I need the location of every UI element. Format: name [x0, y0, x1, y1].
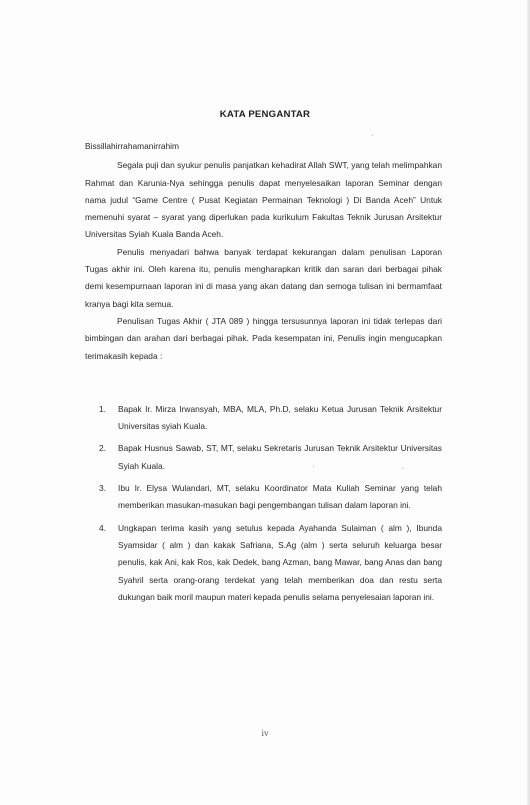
paragraph-3: Penulisan Tugas Akhir ( JTA 089 ) hingga tersusunnya laporan ini tidak terlepas dari bimbingan dan arahan dari berbagai pihak. Pada kesempatan ini, Penulis ingin mengucapkan terimakasih kepada : — [85, 315, 442, 361]
list-item — [85, 401, 442, 436]
list-item-number: 3. — [99, 483, 106, 494]
paragraph-2: Penulis menyadari bahwa banyak terdapat kekurangan dalam penulisan Laporan Tugas akhir ini. Oleh karena itu, penulis mengharapkan kritik dan saran dari berbagai pihak demi kesempurnaan laporan ini di masa yang akan datang dan semoga tulisan ini bermamfaat kranya bagi kita semua. — [85, 246, 442, 309]
scan-speck — [372, 135, 373, 136]
list-item-number: 1. — [99, 403, 106, 414]
paragraph-1: Segala puji dan syukur penulis panjatkan kehadirat Allah SWT, yang telah melimpahkan Rahmat dan Karunia-Nya sehingga penulis dapat menyelesaikan laporan Seminar dengan nama judul “Game Centre ( Pusat Kegiatan Permainan Teknologi ) Di Banda Aceh” Untuk memenuhi syarat – syarat yang diperlukan pada kurikulum Fakultas Teknik Jurusan Arsitektur Universitas Syiah Kuala Banda Aceh. — [85, 160, 442, 240]
list-item — [85, 480, 442, 515]
list-item-text: Ibu Ir. Elysa Wulandari, MT, selaku Koordinator Mata Kuliah Seminar yang telah memberikan masukan-masukan bagi pengembangan tulisan dalam laporan ini. — [118, 483, 442, 511]
document-body — [85, 138, 442, 611]
list-item-text: Bapak Ir. Mirza Irwansyah, MBA, MLA, Ph.D, selaku Ketua Jurusan Teknik Arsitektur Universitas syiah Kuala. — [118, 403, 442, 432]
list-item-text: Bapak Husnus Sawab, ST, MT, selaku Sekretaris Jurusan Teknik Arsitektur Universitas Syiah Kuala. — [118, 443, 442, 471]
page-number: iv — [261, 728, 269, 738]
opening-line: Bissillahirrahamanirrahim — [85, 141, 180, 151]
list-item-number: 4. — [99, 522, 106, 533]
list-item — [85, 440, 442, 475]
list-item-number: 2. — [99, 443, 106, 454]
acknowledgement-list — [85, 401, 442, 606]
list-item — [85, 520, 442, 606]
page-title: KATA PENGANTAR — [219, 109, 311, 120]
list-item-text: Ungkapan terima kasih yang setulus kepada Ayahanda Sulaiman ( alm ), Ibunda Syamsidar ( alm ) dan kakak Safriana, S.Ag (alm ) serta seluruh keluarga besar penulis, kak Ani, kak Ros, kak Dedek, bang Azman, bang Mawar, bang Anas dan bang Syahril serta orang-orang terdekat yang telah memberikan doa dan restu serta dukungan baik moril maupun materi kepada penulis selama penyelesaian laporan ini. — [118, 522, 442, 602]
scan-speck — [402, 468, 403, 469]
scan-speck — [313, 466, 314, 467]
